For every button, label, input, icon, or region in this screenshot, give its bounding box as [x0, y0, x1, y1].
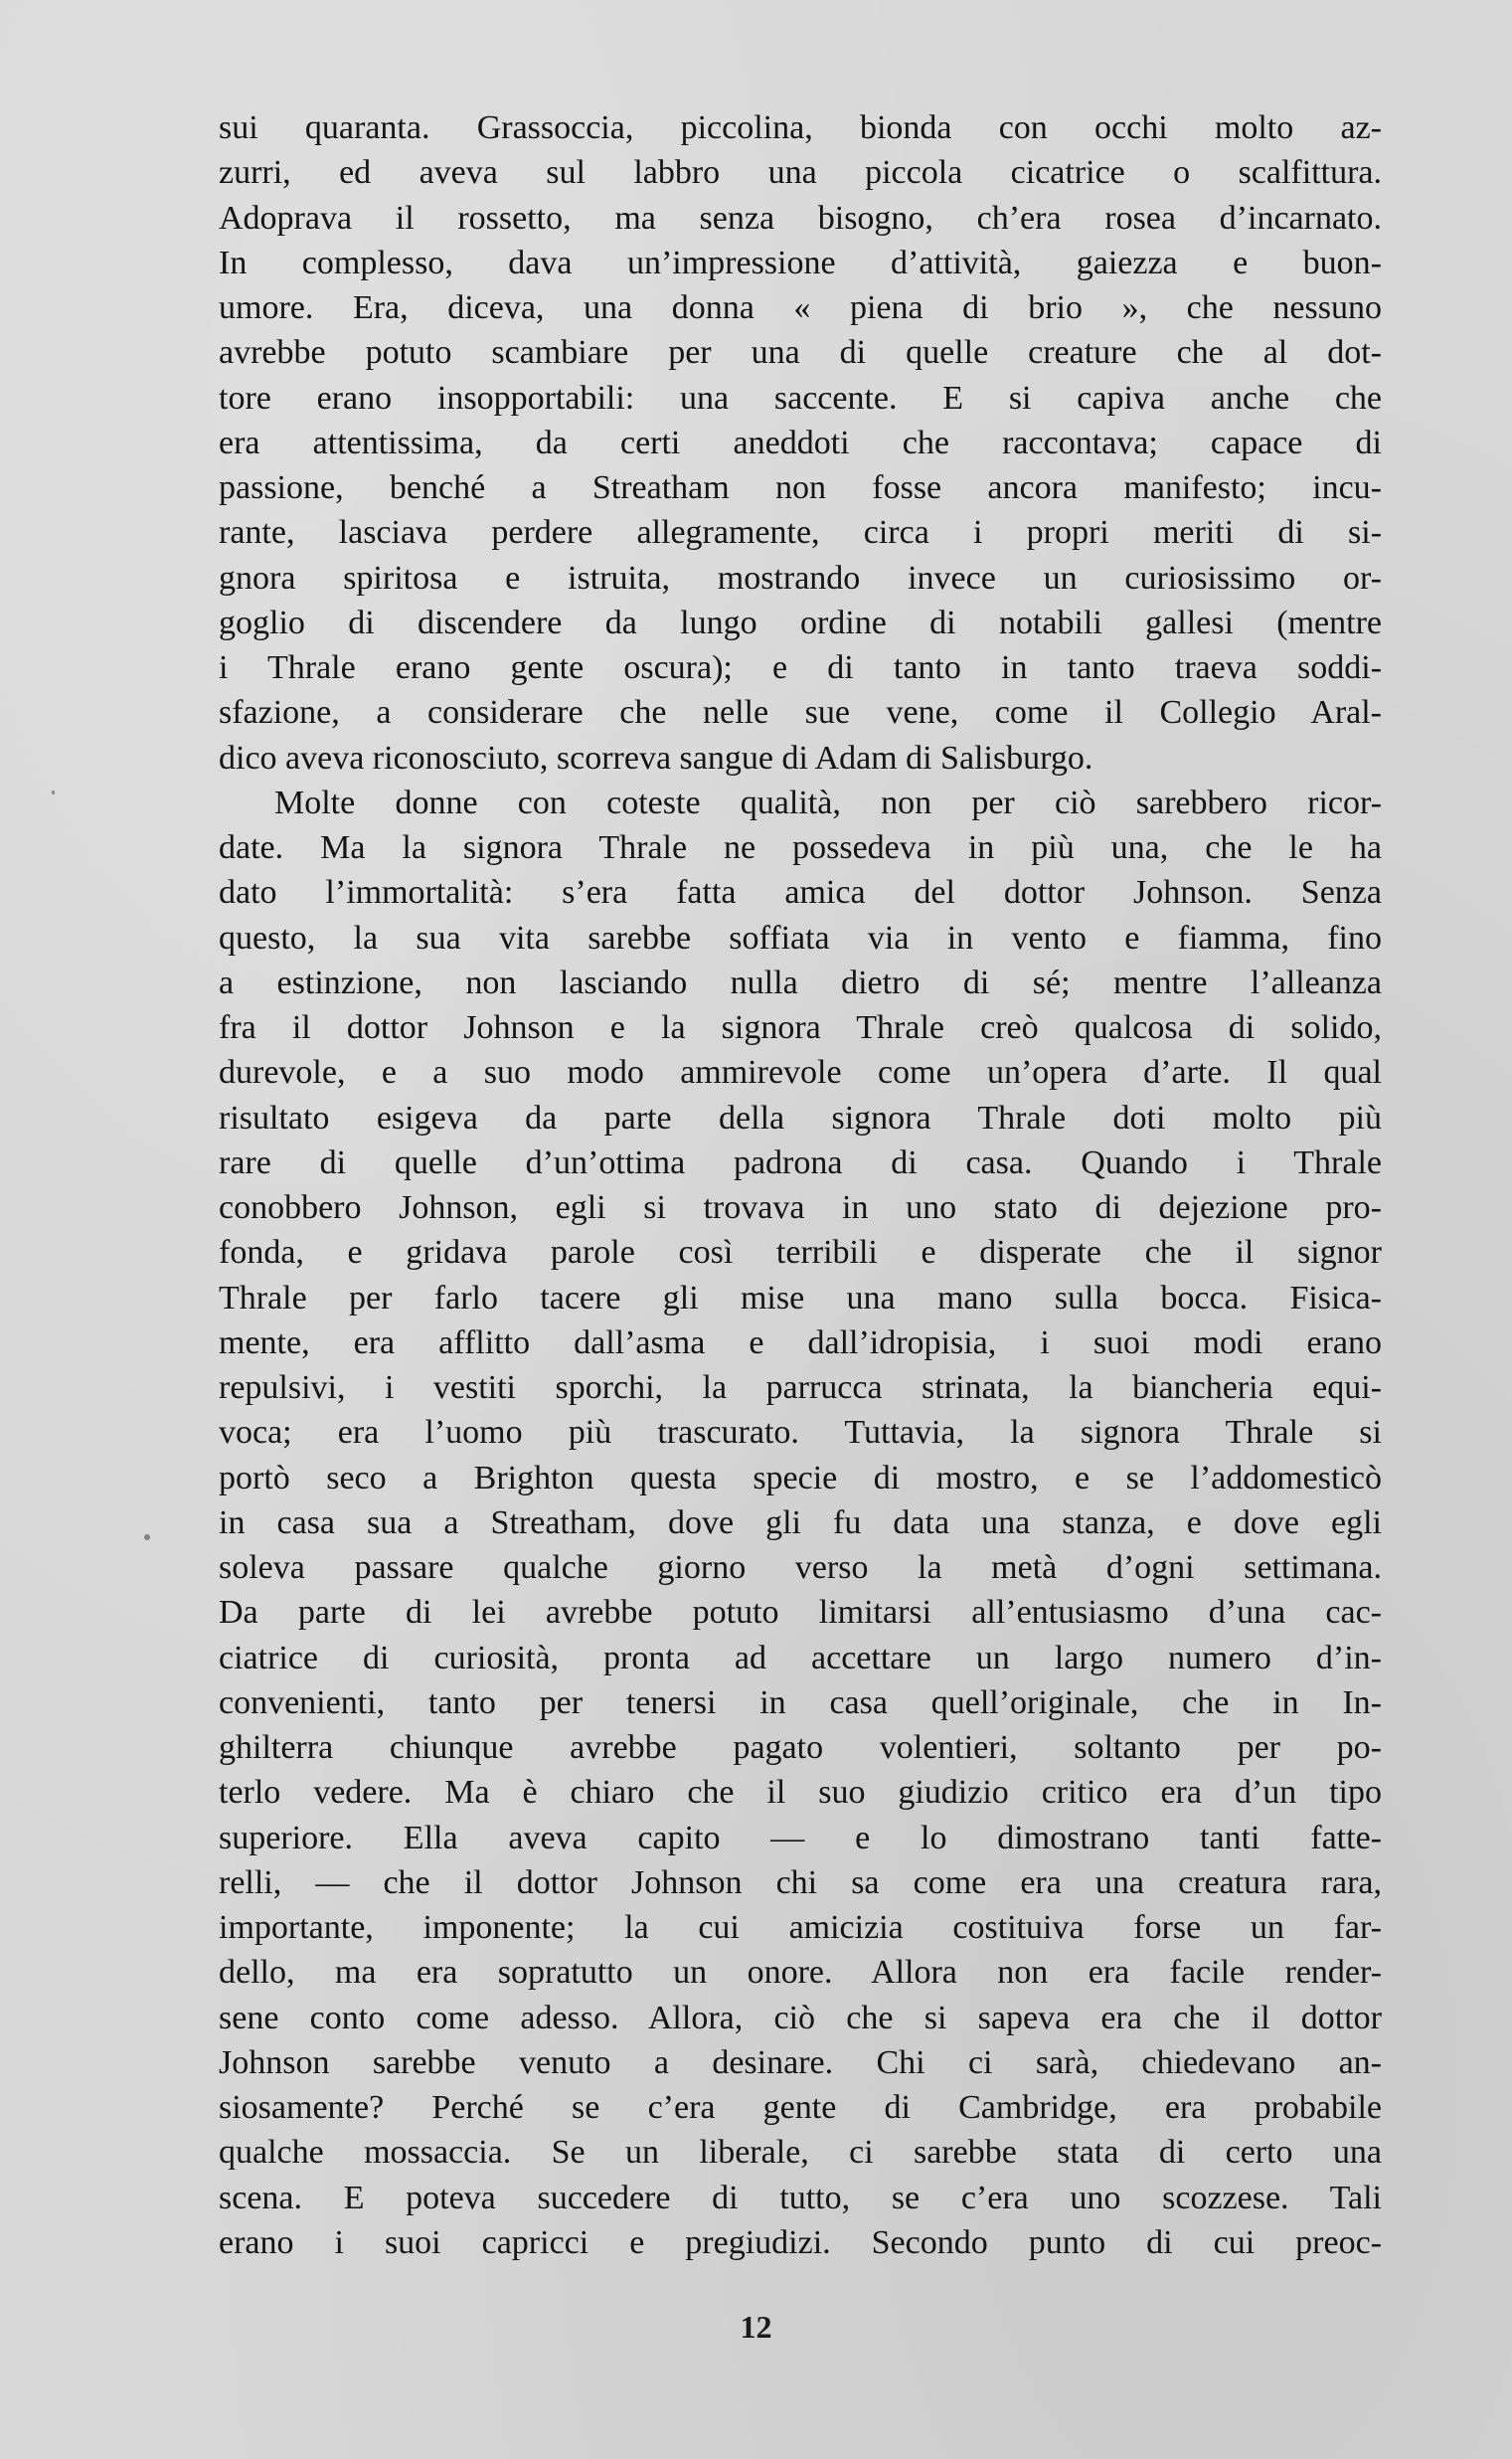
text-line: soleva passare qualche giorno verso la metà d’ogni settimana. — [219, 1549, 1382, 1586]
text-line: relli, — che il dottor Johnson chi sa come era una creatura rara, — [219, 1863, 1382, 1901]
text-line: Molte donne con coteste qualità, non per ciò sarebbero ricor- — [274, 784, 1382, 821]
text-line: importante, imponente; la cui amicizia costituiva forse un far- — [219, 1909, 1382, 1946]
text-line: sene conto come adesso. Allora, ciò che si sapeva era che il dottor — [219, 1999, 1382, 2036]
text-line: sfazione, a considerare che nelle sue vene, come il Collegio Aral- — [219, 694, 1382, 732]
text-line: in casa sua a Streatham, dove gli fu data una stanza, e dove egli — [219, 1503, 1382, 1541]
text-line: dico aveva riconosciuto, scorreva sangue di Adam di Salisburgo. — [219, 739, 1093, 777]
text-line: era attentissima, da certi aneddoti che raccontava; capace di — [219, 424, 1382, 461]
text-line: date. Ma la signora Thrale ne possedeva in più una, che le ha — [219, 829, 1382, 866]
page-speck — [52, 790, 55, 794]
text-line: voca; era l’uomo più trascurato. Tuttavia, la signora Thrale si — [219, 1414, 1382, 1452]
text-line: dello, ma era sopratutto un onore. Allora non era facile render- — [219, 1954, 1382, 1992]
text-line: umore. Era, diceva, una donna « piena di brio », che nessuno — [219, 289, 1382, 326]
text-line: ciatrice di curiosità, pronta ad accettare un largo numero d’in- — [219, 1639, 1382, 1676]
text-line: siosamente? Perché se c’era gente di Cambridge, era probabile — [219, 2089, 1382, 2126]
text-line: erano i suoi capricci e pregiudizi. Secondo punto di cui preoc- — [219, 2223, 1382, 2261]
text-line: zurri, ed aveva sul labbro una piccola cicatrice o scalfittura. — [219, 154, 1382, 192]
body-text — [219, 105, 1382, 2265]
text-line: Da parte di lei avrebbe potuto limitarsi all’entusiasmo d’una cac- — [219, 1594, 1382, 1632]
page-number: 12 — [740, 2309, 772, 2345]
text-line: Thrale per farlo tacere gli mise una mano sulla bocca. Fisica- — [219, 1279, 1382, 1317]
text-line: risultato esigeva da parte della signora Thrale doti molto più — [219, 1099, 1382, 1137]
text-line: rante, lasciava perdere allegramente, circa i propri meriti di si- — [219, 514, 1382, 552]
text-line: repulsivi, i vestiti sporchi, la parrucca strinata, la biancheria equi- — [219, 1369, 1382, 1406]
text-line: questo, la sua vita sarebbe soffiata via in vento e fiamma, fino — [219, 919, 1382, 957]
text-line: durevole, e a suo modo ammirevole come un’opera d’arte. Il qual — [219, 1054, 1382, 1092]
text-line: sui quaranta. Grassoccia, piccolina, bionda con occhi molto az- — [219, 109, 1382, 146]
page-speck — [144, 1534, 150, 1540]
text-line: a estinzione, non lasciando nulla dietro di sé; mentre l’alleanza — [219, 964, 1382, 1001]
text-line: gnora spiritosa e istruita, mostrando invece un curiosissimo or- — [219, 559, 1382, 597]
text-line: goglio di discendere da lungo ordine di notabili gallesi (mentre — [219, 604, 1382, 641]
text-line: convenienti, tanto per tenersi in casa quell’originale, che in In- — [219, 1683, 1382, 1721]
text-line: i Thrale erano gente oscura); e di tanto in tanto traeva soddi- — [219, 649, 1382, 686]
text-line: fonda, e gridava parole così terribili e disperate che il signor — [219, 1234, 1382, 1272]
text-line: passione, benché a Streatham non fosse ancora manifesto; incu- — [219, 469, 1382, 506]
text-line: scena. E poteva succedere di tutto, se c’era uno scozzese. Tali — [219, 2179, 1382, 2216]
text-line: Johnson sarebbe venuto a desinare. Chi ci sarà, chiedevano an- — [219, 2043, 1382, 2081]
text-line: dato l’immortalità: s’era fatta amica del dottor Johnson. Senza — [219, 874, 1382, 912]
text-line: qualche mossaccia. Se un liberale, ci sarebbe stata di certo una — [219, 2134, 1382, 2172]
paragraph — [219, 781, 1382, 2265]
text-line: avrebbe potuto scambiare per una di quelle creature che al dot- — [219, 334, 1382, 372]
text-line: mente, era afflitto dall’asma e dall’idropisia, i suoi modi erano — [219, 1323, 1382, 1361]
text-line: portò seco a Brighton questa specie di mostro, e se l’addomesticò — [219, 1459, 1382, 1496]
text-line: Adoprava il rossetto, ma senza bisogno, ch’era rosea d’incarnato. — [219, 199, 1382, 237]
paragraph — [219, 105, 1382, 781]
text-line: fra il dottor Johnson e la signora Thrale creò qualcosa di solido, — [219, 1009, 1382, 1046]
text-line: terlo vedere. Ma è chiaro che il suo giudizio critico era d’un tipo — [219, 1774, 1382, 1812]
text-line: rare di quelle d’un’ottima padrona di casa. Quando i Thrale — [219, 1143, 1382, 1181]
text-line: tore erano insopportabili: una saccente. E si capiva anche che — [219, 379, 1382, 417]
text-line: conobbero Johnson, egli si trovava in uno stato di dejezione pro- — [219, 1189, 1382, 1226]
text-line: In complesso, dava un’impressione d’attività, gaiezza e buon- — [219, 244, 1382, 281]
text-line: ghilterra chiunque avrebbe pagato volentieri, soltanto per po- — [219, 1729, 1382, 1766]
text-line: superiore. Ella aveva capito — e lo dimostrano tanti fatte- — [219, 1819, 1382, 1856]
